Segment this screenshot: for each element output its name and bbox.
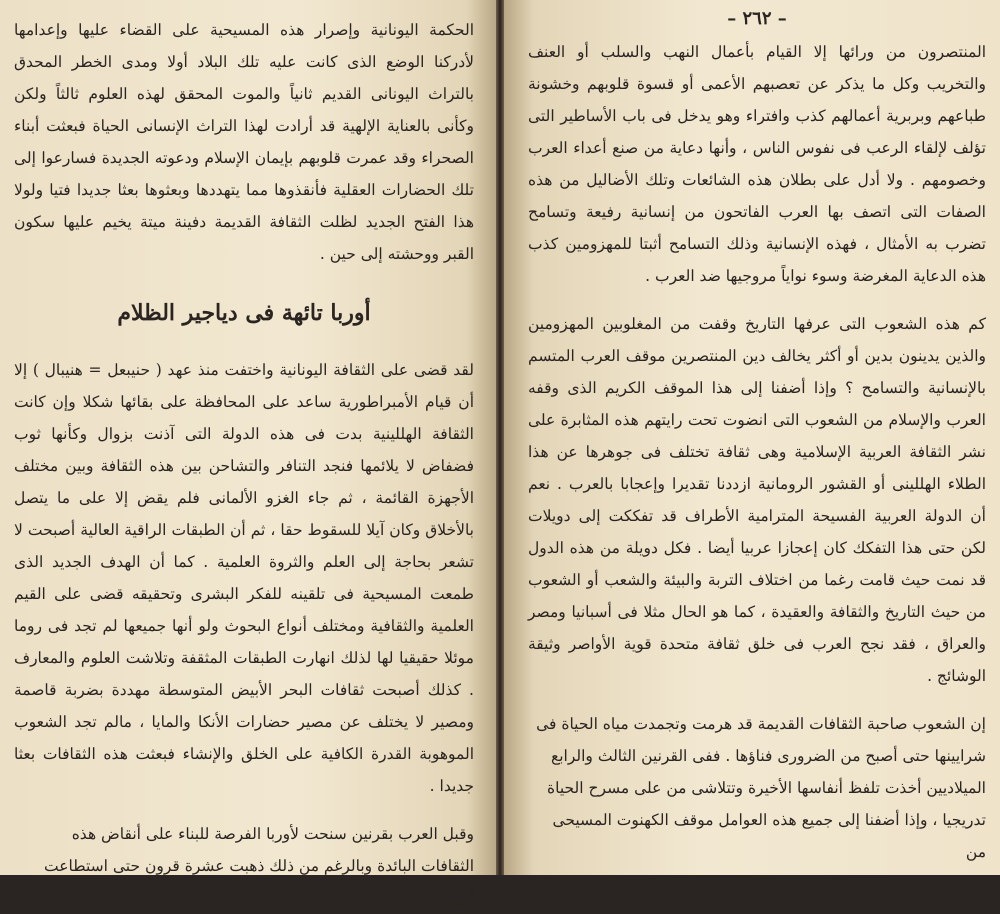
left-page: [0, 0, 496, 907]
section-heading: أوربا تائهة فى دياجير الظلام: [117, 300, 371, 326]
page-number: – ٢٦٢ –: [727, 8, 787, 29]
right-paragraph-1: المنتصرون من ورائها إلا القيام بأعمال النهب والسلب أو العنف والتخريب وكل ما يذكر عن تعصبهم الأعمى أو قسوة قلوبهم وخشونة طباعهم وبربرية أعمالهم كذب وافتراء وهو يدخل فى باب الأساطير التى تؤلف لإلقاء الرعب فى نفوس الناس ، وأنها دعاية من صنع أعداء العرب وخصومهم . ولا أدل على بطلان هذه الشائعات وتلك الأضاليل من هذه الصفات التى اتصف بها العرب الفاتحون من إنسانية رفيعة وتسامح تضرب به الأمثال ، فهذه الإنسانية وذلك التسامح أثبتا للمهزومين كذب هذه الدعاية المغرضة وسوء نواياً مروجيها ضد العرب .: [528, 43, 986, 285]
right-paragraph-2: كم هذه الشعوب التى عرفها التاريخ وقفت من المغلوبين المهزومين والذين يدينون بدين أو أكثر يخالف دين المنتصرين موقف العرب المتسم بالإنسانية والتسامح ؟ وإذا أضفنا إلى هذا الموقف الكريم الذى وقفه العرب والإسلام من الشعوب التى انضوت تحت رايتهم هذه المثابرة على نشر الثقافة العربية الإسلامية وهى ثقافة تختلف فى جوهرها عن هذا الطلاء الهللينى أو القشور الرومانية ازددنا تقديرا وإعجابا بالعرب . نعم أن الدولة العربية الفسيحة المترامية الأطراف قد تفككت إلى دويلات لكن حتى هذا التفكك كان إعجازا عربيا أيضا . فكل دويلة من هذه الدول قد نمت حيث قامت رغما من اختلاف التربة والبيئة والشعب أو الشعوب من حيث التاريخ والثقافة والعقيدة ، كما هو الحال مثلا فى أسبانيا ومصر والعراق ، فقد نجح العرب فى خلق ثقافة متحدة قوية الأواصر وثيقة الوشائج .: [528, 315, 986, 685]
right-paragraph-3: إن الشعوب صاحبة الثقافات القديمة قد هرمت وتجمدت مياه الحياة فى شرايينها حتى أصبح من الضرورى فناؤها . ففى القرنين الثالث والرابع الميلاديين أخذت تلفظ أنفاسها الأخيرة وتتلاشى من على مسرح الحياة تدريجيا ، وإذا أضفنا إلى جميع هذه العوامل موقف الكهنوت المسيحى من: [536, 715, 986, 861]
left-paragraph-1: الحكمة اليونانية وإصرار هذه المسيحية على القضاء عليها وإعدامها لأدركنا الوضع الذى كانت عليه تلك البلاد أولا ومدى الخطر المحدق بالتراث اليونانى القديم ثانياً والموت المحقق لهذه العلوم ثالثاً ولكن وكأنى بالعناية الإلهية قد أرادت لهذا التراث الإنسانى الحياة فبعثت أبناء الصحراء وقد عمرت قلوبهم بإيمان الإسلام ودعوته الجديدة فسارعوا إلى تلك الحضارات العقلية فأنقذوها مما يتهددها وبعثوها بعثا جديدا فتيا ولولا هذا الفتح الجديد لظلت الثقافة القديمة دفينة ميتة يخيم عليها سكون القبر ووحشته إلى حين .: [14, 21, 474, 263]
left-paragraph-2: لقد قضى على الثقافة اليونانية واختفت منذ عهد ( حنيبعل = هنيبال ) إلا أن قيام الأمبراطورية ساعد على المحافظة على بقائها شكلا وإن كانت الثقافة الهللينية بدت فى هذه الدولة التى آذنت بزوال وكأنها ثوب فضفاض لا يلائمها فنجد التنافر والتشاحن بين هذه الثقافة وبين مختلف الأجهزة القائمة ، ثم جاء الغزو الألمانى فلم يقض إلا على ما يتصل بالأخلاق وكان آيلا للسقوط حقا ، ثم أن الطبقات الراقية العالية أصبحت لا تشعر بحاجة إلى العلم والثروة العلمية . كما أن الهدف الجديد الذى طمعت المسيحية فى تلقينه للفكر البشرى وتحقيقه قضى على القيم العلمية والثقافية ومختلف أنواع البحوث ولو أنها جميعها لم تجد فى روما موئلا حقيقيا لها لذلك انهارت الطبقات المثقفة وتلاشت العلوم والمعارف . كذلك أصبحت ثقافات البحر الأبيض المتوسطة مهددة بضربة قاصمة ومصير لا يختلف عن مصير حضارات الأنكا والمايا ، مالم تجد الشعوب الموهوبة القدرة الكافية على الخلق والإنشاء فبعثت هذه الثقافات بعثا جديدا .: [14, 361, 474, 795]
book-gutter: [496, 0, 504, 875]
left-paragraph-3: وقبل العرب بقرنين سنحت لأوربا الفرصة للبناء على أنقاض هذه الثقافات البائدة وبالرغم من ذلك ذهبت عشرة قرون حتى استطاعت أوربا: [44, 825, 474, 907]
right-page: [504, 0, 1000, 875]
